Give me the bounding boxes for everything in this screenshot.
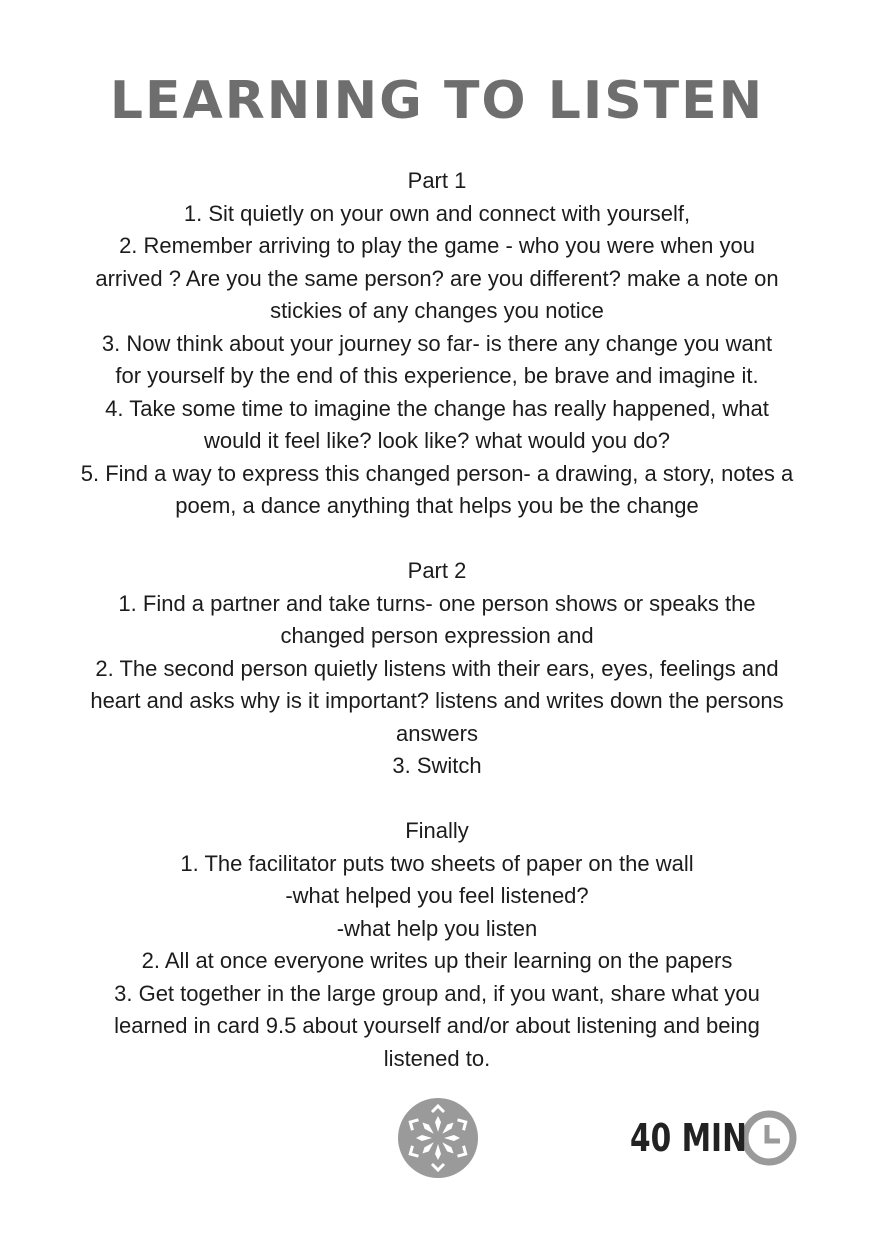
- part1-line: stickies of any changes you notice: [270, 298, 604, 323]
- part1-line: would it feel like? look like? what would you do?: [204, 428, 670, 453]
- finally-line: -what help you listen: [336, 915, 538, 941]
- part1-line: for yourself by the end of this experience, be brave and imagine it.: [115, 363, 759, 388]
- part2-line: heart and asks why is it important? listens and writes down the persons: [90, 688, 784, 713]
- part2-line: changed person expression and: [280, 623, 594, 648]
- section-spacer: [30, 783, 844, 816]
- part2-line: answers: [396, 720, 478, 746]
- part1-line: arrived ? Are you the same person? are you different? make a note on: [95, 265, 779, 291]
- section-spacer: [30, 523, 844, 556]
- clock-icon: [740, 1109, 798, 1167]
- part1-line: 1. Sit quietly on your own and connect with yourself,: [183, 200, 691, 226]
- part1-line: poem, a dance anything that helps you be the change: [175, 493, 699, 518]
- duration-label: 40 MIN: [630, 1116, 747, 1160]
- part1-line: 2. Remember arriving to play the game - who you were when you: [119, 233, 755, 258]
- part2-line: 3. Switch: [392, 753, 482, 778]
- duration-indicator: [630, 1108, 798, 1168]
- finally-line: learned in card 9.5 about yourself and/or about listening and being: [114, 1013, 760, 1038]
- part2-line: 2. The second person quietly listens with their ears, eyes, feelings and: [95, 655, 779, 681]
- snowflake-star-icon: [397, 1097, 479, 1179]
- finally-line: 2. All at once everyone writes up their learning on the papers: [141, 948, 733, 973]
- part1-heading: Part 1: [407, 168, 467, 193]
- finally-line: -what helped you feel listened?: [285, 883, 589, 908]
- part2-line: 1. Find a partner and take turns- one person shows or speaks the: [118, 590, 756, 616]
- finally-line: 3. Get together in the large group and, if you want, share what you: [114, 980, 760, 1006]
- part1-line: 4. Take some time to imagine the change has really happened, what: [105, 395, 769, 421]
- instructions: [30, 165, 844, 1075]
- finally-line: 1. The facilitator puts two sheets of paper on the wall: [180, 850, 694, 876]
- finally-line: listened to.: [383, 1045, 491, 1071]
- part2-heading: Part 2: [407, 558, 467, 583]
- part1-line: 5. Find a way to express this changed person- a drawing, a story, notes a: [80, 460, 794, 486]
- page-title: LEARNING TO LISTEN: [109, 71, 765, 131]
- finally-heading: Finally: [405, 818, 469, 843]
- part1-line: 3. Now think about your journey so far- is there any change you want: [101, 330, 773, 356]
